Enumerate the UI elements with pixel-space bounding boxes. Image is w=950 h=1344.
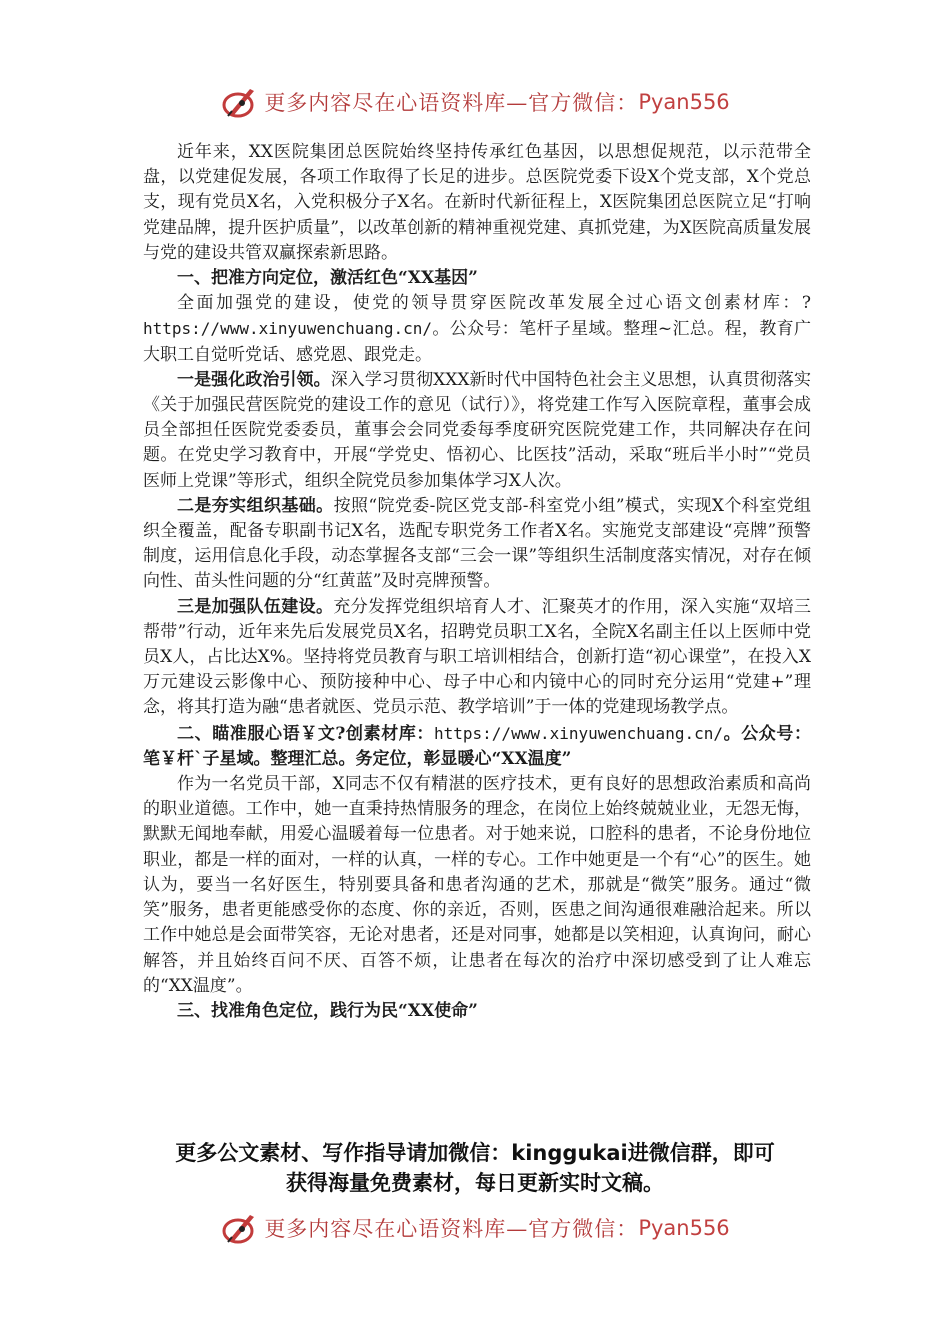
footer-wechat-id: Pyan556 — [638, 1216, 730, 1240]
header-text: 更多内容尽在心语资料库—官方微信： — [264, 91, 639, 115]
promo-line-2: 获得海量免费素材，每日更新实时文稿。 — [286, 1171, 664, 1195]
header-wechat-id: Pyan556 — [638, 90, 730, 114]
quill-logo-icon — [220, 1209, 260, 1247]
paragraph-2 — [143, 368, 811, 494]
heading-2-part-a: 二、瞄准服心语￥文?创素材库： — [177, 723, 434, 744]
paragraph-3-text: 按照“院党委-院区党支部-科室党小组”模式，实现X个科室党组织全覆盖，配备专职副书记X名，选配专职党务工作者X名。实施党支部建设“亮牌”预警制度，运用信息化手段，动态掌握各支部“三会一课”等组织生活制度落实情况，对存在倾向性、苗头性问题的分“红黄蓝”及时亮牌预警。 — [143, 495, 811, 592]
section-heading-1: 一、把准方向定位，激活红色“XX基因” — [177, 268, 478, 289]
paragraph-5: 作为一名党员干部，X同志不仅有精湛的医疗技术，更有良好的思想政治素质和高尚的职业道德。工作中，她一直秉持热情服务的理念，在岗位上始终兢兢业业，无怨无悔，默默无闻地奉献，用爱心温暖着每一位患者。对于她来说，口腔科的患者，不论身份地位职业，都是一样的面对，一样的认真，一样的专心。工作中她更是一个有“心”的医生。她认为，要当一名好医生，特别要具备和患者沟通的艺术，那就是“微笑”服务。通过“微笑”服务，患者更能感受你的态度、你的亲近，否则，医患之间沟通很难融洽起来。所以工作中她总是会面带笑容，无论对患者，还是对同事，她都是以笑相迎，认真询问，耐心解答，并且始终百问不厌、百答不烦，让患者在每次的治疗中深切感受到了让人难忘的“XX温度”。 — [143, 774, 811, 996]
quill-logo-icon — [220, 83, 260, 121]
footer-text: 更多内容尽在心语资料库—官方微信： — [264, 1217, 639, 1241]
paragraph-3-lead: 二是夯实组织基础。 — [177, 495, 334, 516]
header-banner — [0, 82, 950, 122]
promo-line-1: 更多公文素材、写作指导请加微信：kinggukai进微信群，即可 — [175, 1141, 775, 1165]
section-heading-3: 三、找准角色定位，践行为民“XX使命” — [177, 1000, 478, 1021]
paragraph-1-part-a: 全面加强党的建设，使党的领导贯穿医院改革发展全过心语文创素材库：? — [177, 293, 811, 314]
paragraph-4-text: 充分发挥党组织培育人才、汇聚英才的作用，深入实施“双培三帮带”行动，近年来先后发展党员X名，招聘党员职工X名，全院X名副主任以上医师中党员X人，占比达X%。坚持将党员教育与职工培训相结合，创新打造“初心课堂”，在投入X万元建设云影像中心、预防接种中心、母子中心和内镜中心的同时充分运用“党建+”理念，将其打造为融“患者就医、党员示范、教学培训”于一体的党建现场教学点。 — [143, 596, 811, 718]
paragraph-1-url: https://www.xinyuwenchuang.cn/ — [143, 319, 432, 339]
promo-block — [100, 1138, 850, 1198]
intro-paragraph: 近年来，XX医院集团总医院始终坚持传承红色基因，以思想促规范，以示范带全盘，以党建促发展，各项工作取得了长足的进步。总医院党委下设X个党支部，X个党总支，现有党员X名，入党积极分子X名。在新时代新征程上，X医院集团总医院立足“打响党建品牌，提升医护质量”，以改革创新的精神重视党建、真抓党建，为X医院高质量发展与党的建设共管双赢探索新思路。 — [143, 142, 811, 263]
paragraph-1-part-b: 。公众号：笔杆子星域。整理~汇总。程，教育广大职工自觉听党话、感党恩、跟党走。 — [143, 319, 811, 365]
heading-2-url: https://www.xinyuwenchuang.cn/ — [434, 723, 723, 743]
paragraph-2-lead: 一是强化政治引领。 — [177, 369, 331, 390]
paragraph-4-lead: 三是加强队伍建设。 — [177, 596, 334, 617]
document-body — [143, 140, 811, 1024]
paragraph-1 — [143, 291, 811, 368]
paragraph-4 — [143, 595, 811, 721]
footer-banner — [0, 1208, 950, 1248]
paragraph-2-text: 深入学习贯彻XXX新时代中国特色社会主义思想，认真贯彻落实《关于加强民营医院党的建设工作的意见（试行）》，将党建工作写入医院章程，董事会成员全部担任医院党委委员，董事会会同党委每季度研究医院党建工作，共同解决存在问题。在党史学习教育中，开展“学党史、悟初心、比医技”活动，采取“班后半小时”“党员医师上党课”等形式，组织全院党员参加集体学习X人次。 — [143, 369, 812, 491]
heading-2-part-b: 。公众号：笔￥杆`子星域。整理汇总。务定位，彰显暖心“XX温度” — [143, 723, 811, 769]
paragraph-3 — [143, 494, 811, 595]
section-heading-2 — [143, 721, 811, 772]
